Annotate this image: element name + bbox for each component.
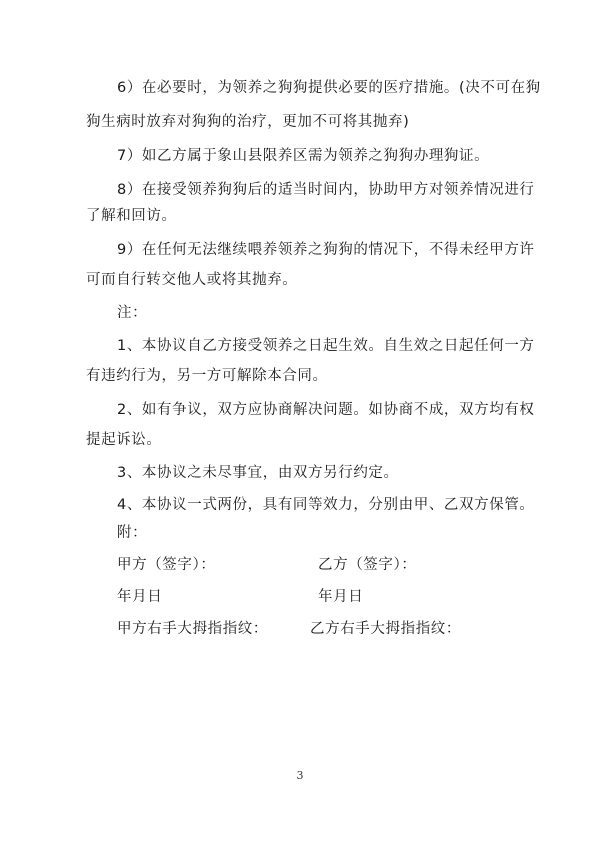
party-a-date-label: 年月日: [117, 589, 163, 605]
item-9-line-1: 9）在任何无法继续喂养领养之狗狗的情况下，不得未经甲方许: [117, 242, 535, 258]
note-2-line-2: 提起诉讼。: [86, 432, 162, 448]
party-b-thumbprint-label: 乙方右手大拇指指纹：: [310, 621, 461, 637]
attachment-heading: 附：: [117, 525, 148, 541]
item-9-line-2: 可而自行转交他人或将其抛弃。: [86, 272, 298, 288]
note-1-line-2: 有违约行为，另一方可解除本合同。: [86, 368, 328, 384]
note-2-line-1: 2、如有争议，双方应协商解决问题。如协商不成，双方均有权: [117, 402, 535, 418]
party-a-thumbprint-label: 甲方右手大拇指指纹：: [117, 621, 268, 637]
party-b-date-label: 年月日: [318, 589, 364, 605]
notes-heading: 注：: [117, 305, 148, 321]
item-6-line-1: 6）在必要时，为领养之狗狗提供必要的医疗措施。(决不可在狗: [117, 80, 541, 96]
page-number: 3: [296, 769, 304, 782]
note-4-line-1: 4、本协议一式两份，具有同等效力，分别由甲、乙双方保管。: [117, 497, 535, 513]
item-6-line-2: 狗生病时放弃对狗狗的治疗，更加不可将其抛弃): [86, 114, 410, 130]
note-3-line-1: 3、本协议之未尽事宜，由双方另行约定。: [117, 465, 399, 481]
item-8-line-1: 8）在接受领养狗狗后的适当时间内，协助甲方对领养情况进行: [117, 182, 535, 198]
item-8-line-2: 了解和回访。: [86, 208, 177, 224]
item-7-line-1: 7）如乙方属于象山县限养区需为领养之狗狗办理狗证。: [117, 148, 490, 164]
note-1-line-1: 1、本协议自乙方接受领养之日起生效。自生效之日起任何一方: [117, 338, 535, 354]
party-a-signature-label: 甲方（签字）：: [117, 557, 216, 573]
party-b-signature-label: 乙方（签字）：: [318, 557, 417, 573]
